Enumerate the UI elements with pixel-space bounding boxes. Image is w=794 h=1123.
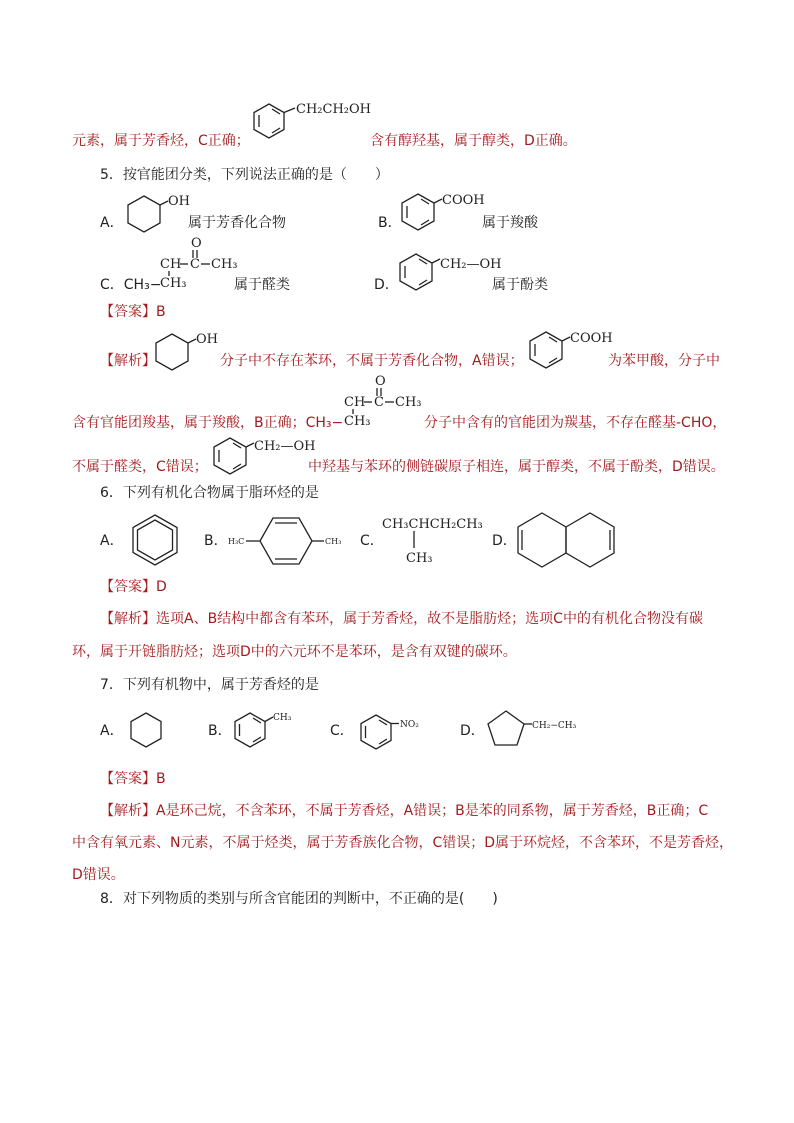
svg-text:COOH: COOH: [442, 193, 485, 208]
q6-option-c-label: C．: [360, 533, 384, 549]
q5-analysis-line1b: 为苯甲酸，分子中: [608, 353, 720, 369]
q4-tail-left: 元素，属于芳香烃，C正确；: [72, 133, 250, 149]
svg-text:OH: OH: [196, 332, 218, 347]
toluene-structure: [232, 710, 302, 752]
q5-option-a-label: A．: [100, 215, 124, 231]
q7-analysis-line3: D错误。: [72, 867, 125, 883]
p-xylene-structure: [226, 514, 346, 566]
acetone-structure: [156, 234, 246, 290]
benzene-structure: [128, 512, 188, 572]
q5-analysis-line1a: 分子中不存在苯环，不属于芳香化合物，A错误；: [220, 353, 524, 369]
q5-analysis-tag: 【解析】: [100, 353, 156, 369]
svg-text:CH₃: CH₃: [273, 713, 292, 723]
q7-stem: 7．下列有机物中，属于芳香烃的是: [100, 677, 319, 693]
q5-analysis-line3b: 中羟基与苯环的侧链碳原子相连，属于醇类，不属于酚类，D错误。: [308, 459, 725, 475]
isopentane-structure: [380, 514, 490, 566]
svg-text:CH₃CHCH₂CH₃: CH₃CHCH₂CH₃: [382, 517, 483, 532]
q7-option-b-label: B．: [208, 723, 232, 739]
benzyl-alcohol-structure-analysis: [210, 434, 320, 478]
q5-option-b-text: 属于羧酸: [482, 215, 538, 231]
acetone-structure-analysis: [340, 372, 430, 428]
cyclohexanol-structure-analysis: [152, 330, 222, 374]
q5-stem: 5．按官能团分类，下列说法正确的是（ ）: [100, 167, 389, 183]
svg-text:CH₃: CH₃: [325, 537, 342, 546]
q6-analysis-line1: 【解析】选项A、B结构中都含有苯环，属于芳香烃，故不是脂肪烃；选项C中的有机化合物没有碳: [100, 611, 703, 627]
svg-text:CH₃: CH₃: [406, 551, 433, 566]
q6-analysis-line2: 环，属于开链脂肪烃；选项D中的六元环不是苯环，是含有双键的碳环。: [72, 644, 517, 660]
svg-text:CH₂−CH₃: CH₂−CH₃: [532, 721, 577, 731]
svg-text:O: O: [375, 374, 386, 389]
q5-option-d-label: D．: [374, 277, 399, 293]
cyclohexanol-structure: [124, 192, 194, 236]
q5-option-d-text: 属于酚类: [492, 277, 548, 293]
q7-analysis-line2: 中含有氧元素、N元素，不属于烃类，属于芳香族化合物，C错误；D属于环烷烃，不含苯环，不是芳香烃，: [72, 835, 734, 851]
cyclohexane-structure: [128, 710, 168, 752]
svg-text:CH₂—OH: CH₂—OH: [254, 439, 316, 454]
q5-option-c-label: C．CH₃−: [100, 277, 162, 293]
q5-analysis-line2b: 分子中含有的官能团为羰基，不存在醛基-CHO，: [424, 415, 727, 431]
q5-option-a-text: 属于芳香化合物: [188, 215, 286, 231]
svg-text:CH₂CH₂OH: CH₂CH₂OH: [296, 102, 371, 117]
svg-text:NO₂: NO₂: [400, 720, 419, 730]
q7-option-d-label: D．: [460, 723, 485, 739]
q5-option-b-label: B．: [378, 215, 402, 231]
q5-answer: 【答案】B: [100, 304, 166, 320]
q6-stem: 6．下列有机化合物属于脂环烃的是: [100, 485, 319, 501]
svg-text:CH₃: CH₃: [395, 395, 422, 410]
hexahydronaphthalene-structure: [514, 510, 624, 580]
q6-option-d-label: D．: [492, 533, 517, 549]
q7-option-a-label: A．: [100, 723, 124, 739]
nitrobenzene-structure: [358, 712, 438, 754]
phenylethanol-structure: [250, 100, 380, 148]
q6-option-b-label: B．: [204, 533, 228, 549]
svg-text:C: C: [374, 395, 384, 410]
q4-tail-right: 含有醇羟基，属于醇类，D正确。: [370, 133, 577, 149]
svg-text:CH: CH: [160, 257, 182, 272]
q5-option-c-text: 属于醛类: [234, 277, 290, 293]
benzyl-alcohol-structure: [396, 250, 506, 294]
svg-text:H₃C: H₃C: [228, 537, 245, 546]
svg-text:CH: CH: [344, 395, 366, 410]
svg-text:CH₃: CH₃: [160, 276, 187, 291]
q6-answer: 【答案】D: [100, 579, 167, 595]
svg-text:COOH: COOH: [570, 331, 613, 346]
svg-text:OH: OH: [168, 194, 190, 209]
svg-text:CH₃: CH₃: [211, 257, 238, 272]
q7-analysis-line1: 【解析】A是环己烷，不含苯环，不属于芳香烃，A错误；B是苯的同系物，属于芳香烃，B正确；C: [100, 803, 709, 819]
q7-option-c-label: C．: [330, 723, 354, 739]
ethylcyclopentane-structure: [484, 708, 594, 752]
svg-text:CH₂—OH: CH₂—OH: [440, 257, 502, 272]
q5-analysis-line2a: 含有官能团羧基，属于羧酸，B正确；CH₃−: [72, 415, 344, 431]
svg-text:C: C: [190, 257, 200, 272]
q6-option-a-label: A．: [100, 533, 124, 549]
q5-analysis-line3a: 不属于醛类，C错误；: [72, 459, 208, 475]
q7-answer: 【答案】B: [100, 771, 166, 787]
svg-text:O: O: [191, 236, 202, 251]
q8-stem: 8．对下列物质的类别与所含官能团的判断中，不正确的是( ): [100, 891, 498, 907]
svg-text:CH₃: CH₃: [344, 414, 371, 429]
